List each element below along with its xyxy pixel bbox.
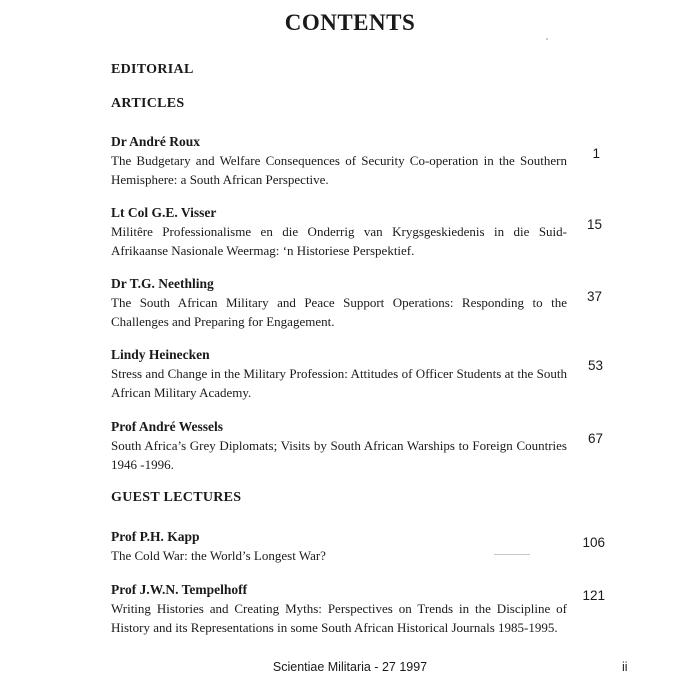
entry-title: The Budgetary and Welfare Consequences of Security Co-operation in the Southern Hemisphere: a South African Perspective. <box>111 153 567 187</box>
entry-title: The Cold War: the World’s Longest War? <box>111 548 326 563</box>
entry-title: The South African Military and Peace Support Operations: Responding to the Challenges and Preparing for Engagement. <box>111 295 567 329</box>
entry-title: Militêre Professionalisme en die Onderrig van Krygsgeskiedenis in die Suid-Afrikaanse Nasionale Weermag: ‘n Historiese Perspektief. <box>111 224 567 258</box>
entry-page-number: 53 <box>587 358 603 373</box>
entry-author: Prof J.W.N. Tempelhoff <box>111 582 248 597</box>
entry-title: South Africa’s Grey Diplomats; Visits by South African Warships to Foreign Countries 1946 -1996. <box>111 438 567 472</box>
toc-entry <box>111 581 567 637</box>
scan-speck <box>546 38 548 40</box>
section-heading-articles: ARTICLES <box>111 96 185 111</box>
footer-journal: Scientiae Militaria - 27 1997 <box>272 660 428 674</box>
entry-page-number: 121 <box>582 588 605 603</box>
entry-author: Dr T.G. Neethling <box>111 276 214 291</box>
toc-entry <box>111 528 567 565</box>
entry-page-number: 37 <box>586 289 602 304</box>
entry-page-number: 67 <box>587 431 603 446</box>
entry-author: Prof P.H. Kapp <box>111 529 200 544</box>
entry-author: Prof André Wessels <box>111 419 224 434</box>
footer-page-number: ii <box>622 660 628 674</box>
entry-page-number: 15 <box>586 217 602 232</box>
toc-entry <box>111 133 567 189</box>
entry-author: Lt Col G.E. Visser <box>111 205 217 220</box>
entry-author: Dr André Roux <box>111 134 201 149</box>
toc-entry <box>111 204 567 260</box>
page-title: CONTENTS <box>284 10 416 35</box>
entry-title: Stress and Change in the Military Profession: Attitudes of Officer Students at the South African Military Academy. <box>111 366 567 400</box>
scan-smudge <box>494 554 530 555</box>
toc-entry <box>111 275 567 331</box>
section-heading-editorial: EDITORIAL <box>111 62 194 77</box>
entry-author: Lindy Heinecken <box>111 347 210 362</box>
entry-page-number: 106 <box>582 535 605 550</box>
entry-title: Writing Histories and Creating Myths: Perspectives on Trends in the Discipline of History and its Representations in some South African Historical Journals 1985-1995. <box>111 601 567 635</box>
toc-entry <box>111 418 567 474</box>
section-heading-guest-lectures: GUEST LECTURES <box>111 490 242 505</box>
entry-page-number: 1 <box>592 146 600 161</box>
toc-entry <box>111 346 567 402</box>
